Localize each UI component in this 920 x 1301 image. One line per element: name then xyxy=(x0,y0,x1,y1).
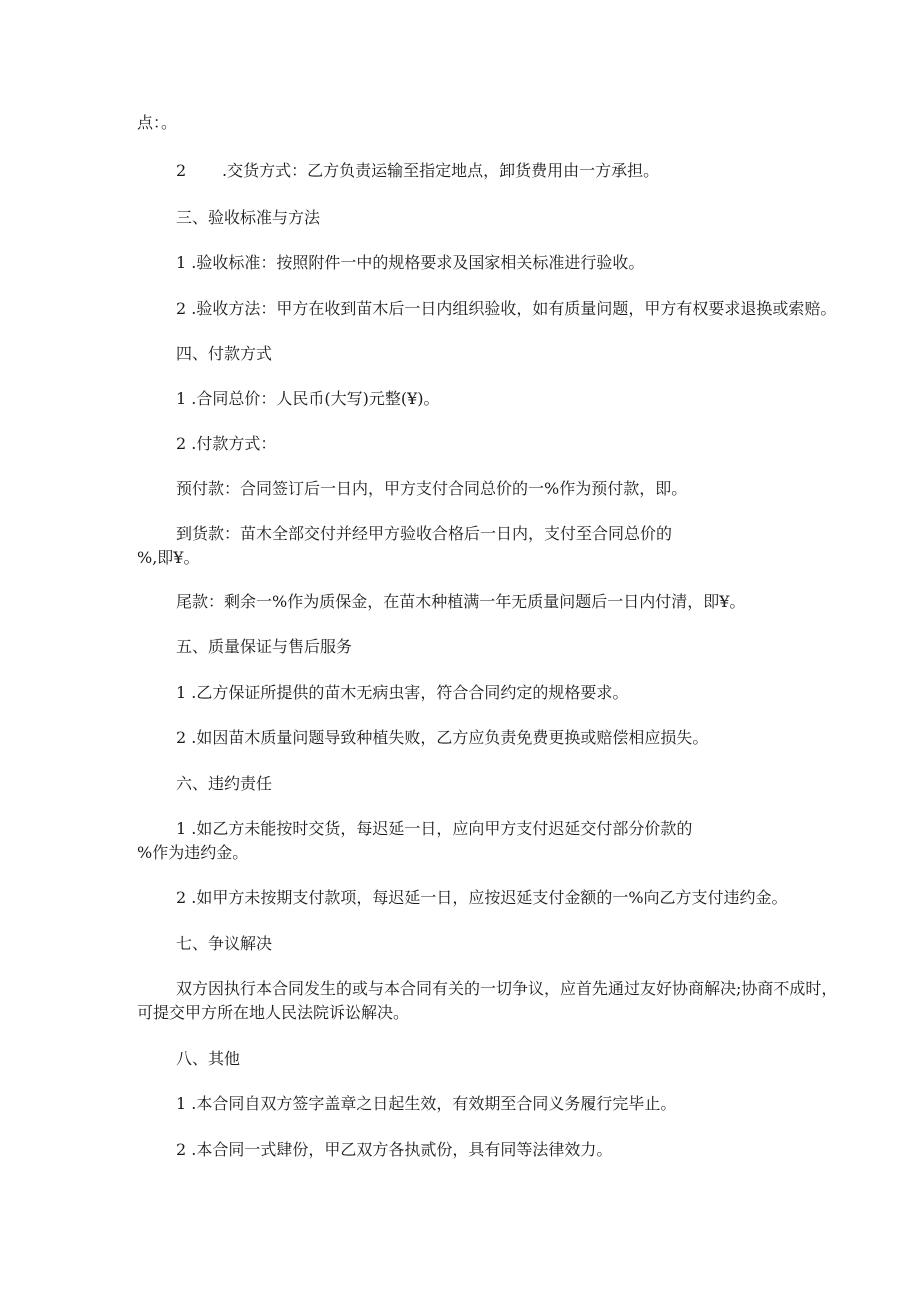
text-line: 1 .如乙方未能按时交货，每迟延一日，应向甲方支付迟延交付部分价款的 xyxy=(176,819,693,838)
text-line: 2 .付款方式： xyxy=(176,434,277,453)
section-heading: 四、付款方式 xyxy=(176,344,273,363)
text-line: 1 .验收标准：按照附件一中的规格要求及国家相关标准进行验收。 xyxy=(176,253,645,272)
text-line: 2 .本合同一式肆份，甲乙双方各执贰份，具有同等法律效力。 xyxy=(176,1140,613,1159)
section-heading: 八、其他 xyxy=(176,1049,241,1068)
delivery-clause xyxy=(176,161,659,181)
text-line: %作为违约金。 xyxy=(137,843,249,862)
text-line: 可提交甲方所在地人民法院诉讼解决。 xyxy=(137,1003,410,1022)
section-heading: 三、验收标准与方法 xyxy=(176,208,321,227)
text-line: %,即¥。 xyxy=(137,548,200,567)
text-line: 双方因执行本合同发生的或与本合同有关的一切争议，应首先通过友好协商解决;协商不成时， xyxy=(176,979,838,998)
text-line: 到货款：苗木全部交付并经甲方验收合格后一日内，支付至合同总价的 xyxy=(176,524,673,543)
section-heading: 七、争议解决 xyxy=(176,934,273,953)
text-line: 点：。 xyxy=(137,113,178,132)
section-heading: 六、违约责任 xyxy=(176,774,273,793)
text-line: .交货方式：乙方负责运输至指定地点，卸货费用由一方承担。 xyxy=(222,161,660,180)
text-line: 1 .合同总价：人民币(大写)元整(¥)。 xyxy=(176,389,440,408)
text-line: 2 .如因苗木质量问题导致种植失败，乙方应负责免费更换或赔偿相应损失。 xyxy=(176,728,709,747)
text-line: 1 .乙方保证所提供的苗木无病虫害，符合合同约定的规格要求。 xyxy=(176,683,629,702)
text-line: 尾款：剩余一%作为质保金，在苗木种植满一年无质量问题后一日内付清，即¥。 xyxy=(176,592,746,611)
text-line: 2 .验收方法：甲方在收到苗木后一日内组织验收，如有质量问题，甲方有权要求退换或索赔。 xyxy=(176,299,837,318)
text-line: 1 .本合同自双方签字盖章之日起生效，有效期至合同义务履行完毕止。 xyxy=(176,1094,677,1113)
text-line: 预付款：合同签订后一日内，甲方支付合同总价的一%作为预付款，即。 xyxy=(176,479,688,498)
item-number: 2 xyxy=(176,161,187,180)
text-line: 2 .如甲方未按期支付款项，每迟延一日，应按迟延支付金额的一%向乙方支付违约金。 xyxy=(176,888,788,907)
section-heading: 五、质量保证与售后服务 xyxy=(176,637,353,656)
